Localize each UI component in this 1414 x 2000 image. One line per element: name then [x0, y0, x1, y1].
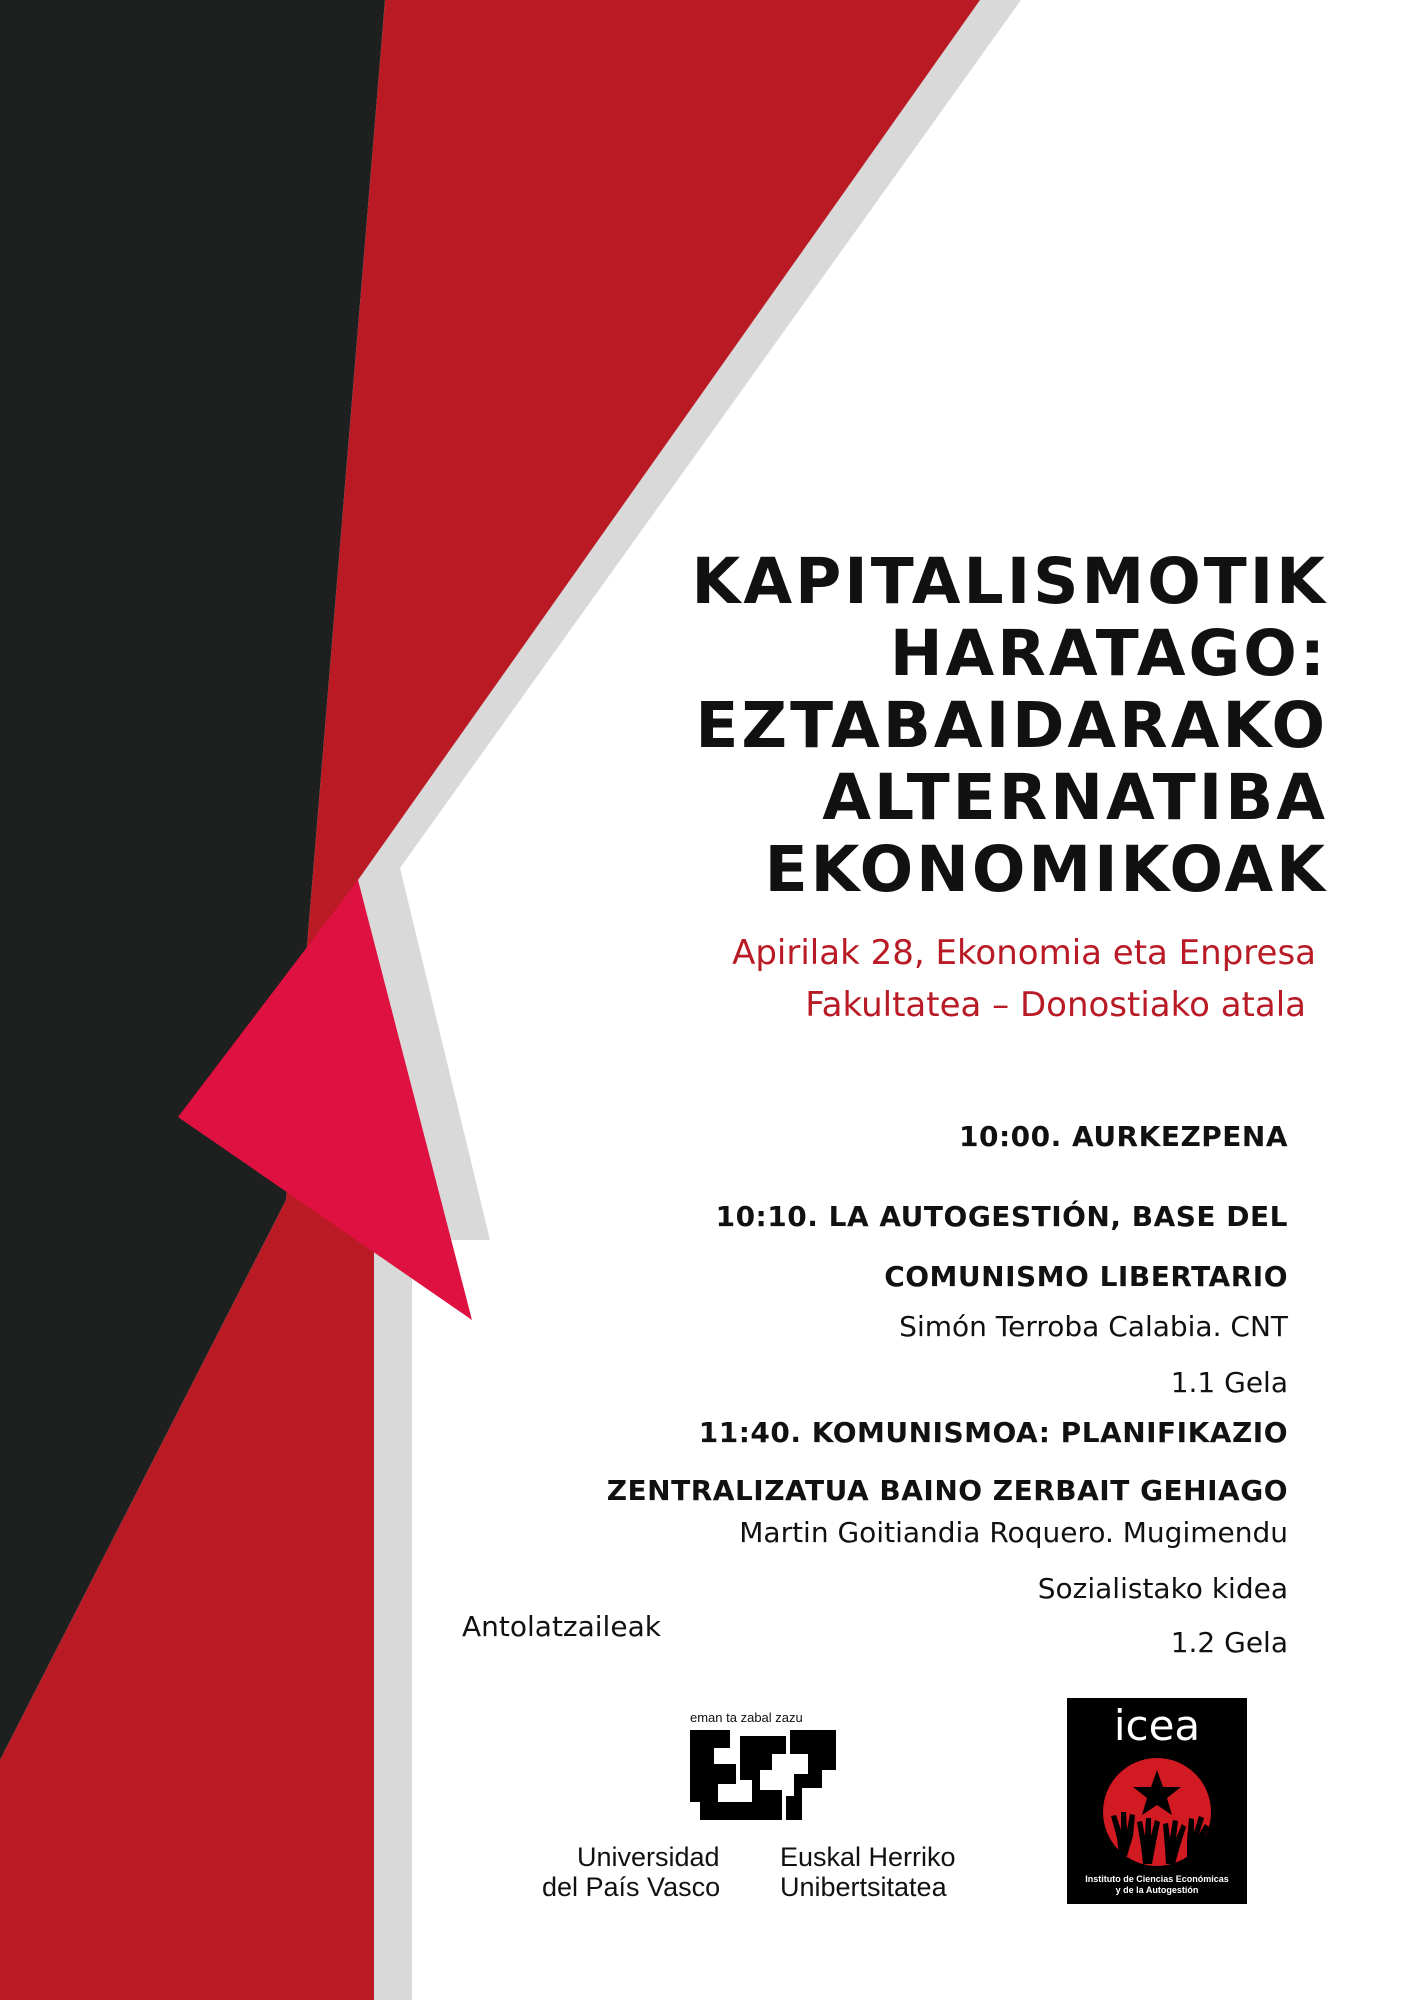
program-item-3-speaker-line-2: Sozialistako kidea: [1037, 1572, 1288, 1605]
program-item-2-heading-line-1: 10:10. LA AUTOGESTIÓN, BASE DEL: [715, 1200, 1288, 1233]
program-item-3-heading-line-2: ZENTRALIZATUA BAINO ZERBAIT GEHIAGO: [606, 1474, 1288, 1507]
title-line-1: KAPITALISMOTIK: [691, 545, 1328, 618]
icea-caption-line-1: Instituto de Ciencias Económicas: [1085, 1874, 1229, 1884]
university-name-eu-line-1: Euskal Herriko: [780, 1842, 956, 1872]
organizers-label: Antolatzaileak: [462, 1610, 661, 1643]
university-logo-icon: [690, 1730, 836, 1820]
title-line-2: HARATAGO:: [889, 617, 1328, 690]
subtitle-line-1: Apirilak 28, Ekonomia eta Enpresa: [732, 933, 1316, 973]
icea-emblem-icon: [1097, 1756, 1217, 1870]
program-item-2-room: 1.1 Gela: [1170, 1366, 1288, 1399]
title-line-3: EZTABAIDARAKO: [695, 689, 1328, 762]
program-item-1-heading: 10:00. AURKEZPENA: [959, 1120, 1288, 1153]
icea-caption-line-2: y de la Autogestión: [1115, 1885, 1199, 1895]
program-item-3-speaker-line-1: Martin Goitiandia Roquero. Mugimendu: [739, 1516, 1288, 1549]
program-item-3-heading-line-1: 11:40. KOMUNISMOA: PLANIFIKAZIO: [698, 1416, 1288, 1449]
university-name-es-line-1: Universidad: [577, 1842, 720, 1872]
subtitle-line-2: Fakultatea – Donostiako atala: [805, 985, 1306, 1025]
title-line-5: EKONOMIKOAK: [764, 833, 1328, 906]
icea-caption: [1067, 1874, 1247, 1896]
university-motto: eman ta zabal zazu: [690, 1710, 803, 1725]
program-item-2-speaker: Simón Terroba Calabia. CNT: [899, 1310, 1288, 1343]
program-item-2-heading-line-2: COMUNISMO LIBERTARIO: [884, 1260, 1288, 1293]
icea-logo: [1067, 1698, 1247, 1904]
title-line-4: ALTERNATIBA: [822, 761, 1328, 834]
icea-name: icea: [1113, 1701, 1201, 1750]
university-name-eu-line-2: Unibertsitatea: [780, 1872, 947, 1902]
university-name-es-line-2: del País Vasco: [542, 1872, 721, 1902]
program-item-3-room: 1.2 Gela: [1170, 1626, 1288, 1659]
